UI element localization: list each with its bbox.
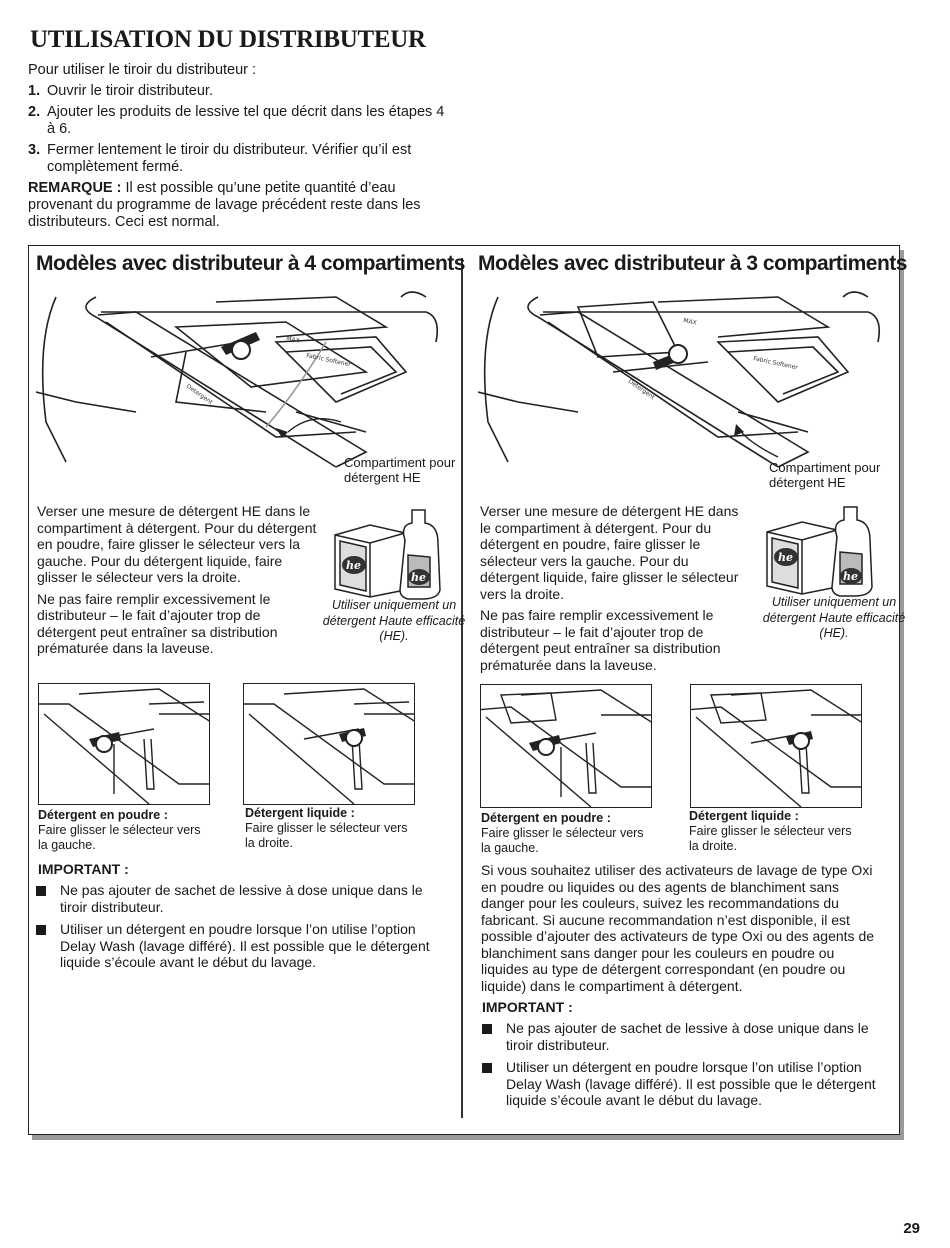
right-oxi-paragraph: Si vous souhaitez utiliser des activateurs de lavage de type Oxi en poudre ou liquides ou des agents de blanchiment sans danger pour les couleurs, suivez les recommandations du fabricant. Si aucune recommandation n’est disponible, il est possible d’ajouter des activateurs de type Oxi ou des agents de blanchiment sans danger pour les couleurs en poudre ou liquides au type de détergent correspondant (en poudre ou liquide) dans le compartiment à détergent. — [481, 862, 875, 994]
right-important-item — [482, 1020, 880, 1053]
bullet-square-icon — [482, 1063, 492, 1073]
right-important-text: Ne pas ajouter de sachet de lessive à dose unique dans le tiroir distributeur. — [506, 1020, 869, 1053]
step-item — [28, 83, 448, 100]
left-important-text: Ne pas ajouter de sachet de lessive à dose unique dans le tiroir distributeur. — [60, 882, 423, 915]
right-powder-caption — [481, 811, 651, 856]
intro-section — [28, 62, 448, 235]
bullet-square-icon — [36, 925, 46, 935]
left-dispenser-illustration — [36, 282, 456, 482]
right-dispenser-illustration — [478, 282, 898, 482]
step-text: Fermer lentement le tiroir du distributeur. Vérifier qu’il est complètement fermé. — [47, 142, 412, 175]
left-callout: Compartiment pour détergent HE — [344, 455, 456, 485]
right-powder-illustration — [480, 684, 652, 808]
left-liquid-label: Détergent liquide : — [245, 806, 355, 820]
left-drawer-max-label: MAX — [285, 335, 301, 345]
right-important-item — [482, 1059, 880, 1109]
left-important-heading: IMPORTANT : — [38, 861, 129, 877]
left-heading: Modèles avec distributeur à 4 compartiments — [36, 252, 465, 275]
right-drawer-max-label: MAX — [682, 317, 698, 327]
left-para1: Verser une mesure de détergent HE dans le compartiment à détergent. Pour du détergent en poudre, faire glisser le sélecteur vers la gauche. Pour du détergent liquide, faire glisser le sélecteur vers la droite. — [37, 503, 317, 585]
right-liquid-label: Détergent liquide : — [689, 809, 799, 823]
right-he-logo-box: he — [778, 551, 793, 564]
note-label: REMARQUE : — [28, 180, 122, 196]
right-para1: Verser une mesure de détergent HE dans le compartiment à détergent. Pour du détergent en poudre, faire glisser le sélecteur vers la gauche. Pour du détergent liquide, faire glisser le sélecteur vers la droite. — [480, 503, 739, 602]
left-para2: Ne pas faire remplir excessivement le distributeur – le fait d’ajouter trop de détergent peut entraîner sa distribution prématurée dans la laveuse. — [37, 590, 278, 656]
left-powder-illustration — [38, 683, 210, 805]
left-liquid-caption — [245, 806, 415, 851]
right-liquid-text: Faire glisser le sélecteur vers la droite. — [689, 824, 852, 853]
page-number: 29 — [903, 1220, 920, 1237]
step-number: 2. — [28, 104, 41, 120]
right-powder-label: Détergent en poudre : — [481, 811, 611, 825]
left-drawer-detergent-label: Detergent — [184, 382, 214, 407]
left-powder-text: Faire glisser le sélecteur vers la gauche. — [38, 823, 201, 852]
step-text: Ajouter les produits de lessive tel que décrit dans les étapes 4 à 6. — [47, 104, 445, 137]
left-important-list — [36, 882, 436, 977]
left-important-text: Utiliser un détergent en poudre lorsque l’on utilise l’option Delay Wash (lavage différé). Il est possible que le détergent liquide s’écoule avant le début du lavage. — [60, 921, 430, 970]
right-important-list — [482, 1020, 880, 1115]
step-number: 1. — [28, 83, 41, 99]
right-liquid-caption — [689, 809, 859, 854]
left-he-caption: Utiliser uniquement un détergent Haute efficacité (HE). — [322, 598, 466, 643]
left-he-products — [330, 505, 460, 600]
left-powder-caption — [38, 808, 208, 853]
right-liquid-illustration — [690, 684, 862, 808]
left-liquid-text: Faire glisser le sélecteur vers la droite. — [245, 821, 408, 850]
right-important-heading: IMPORTANT : — [482, 999, 573, 1015]
page-title: UTILISATION DU DISTRIBUTEUR — [30, 26, 426, 53]
right-para2: Ne pas faire remplir excessivement le distributeur – le fait d’ajouter trop de détergent peut entraîner sa distribution prématurée dans la laveuse. — [480, 607, 721, 673]
bullet-square-icon — [482, 1024, 492, 1034]
left-liquid-illustration — [243, 683, 415, 805]
step-item — [28, 104, 448, 138]
right-drawer-softener-label: Fabric Softener — [752, 355, 799, 372]
right-drawer-detergent-label: Detergent — [626, 377, 656, 402]
left-powder-label: Détergent en poudre : — [38, 808, 168, 822]
steps-list — [28, 83, 448, 176]
right-he-logo-bottle: he — [843, 570, 858, 583]
right-heading: Modèles avec distributeur à 3 compartiments — [478, 252, 907, 275]
left-important-item — [36, 921, 436, 971]
right-he-caption: Utiliser uniquement un détergent Haute efficacité (HE). — [762, 595, 906, 640]
step-item — [28, 142, 448, 176]
step-number: 3. — [28, 142, 41, 158]
note — [28, 180, 448, 231]
right-powder-text: Faire glisser le sélecteur vers la gauche. — [481, 826, 644, 855]
right-instructions — [480, 503, 745, 678]
left-instructions — [37, 503, 317, 662]
step-text: Ouvrir le tiroir distributeur. — [47, 83, 213, 99]
panel-divider — [461, 258, 463, 1118]
left-he-logo-box: he — [346, 559, 361, 572]
intro-lead: Pour utiliser le tiroir du distributeur : — [28, 62, 257, 78]
left-drawer-softener-label: Fabric Softener — [305, 352, 352, 369]
right-callout: Compartiment pour détergent HE — [769, 460, 881, 490]
right-important-text: Utiliser un détergent en poudre lorsque l’on utilise l’option Delay Wash (lavage différé). Il est possible que le détergent liquide s’écoule avant le début du lavage. — [506, 1059, 876, 1108]
left-important-item — [36, 882, 436, 915]
bullet-square-icon — [36, 886, 46, 896]
right-he-products — [762, 502, 892, 597]
note-text: Il est possible qu’une petite quantité d’eau provenant du programme de lavage précédent reste dans les distributeurs. Ceci est normal. — [28, 180, 421, 230]
left-he-logo-bottle: he — [411, 571, 426, 584]
